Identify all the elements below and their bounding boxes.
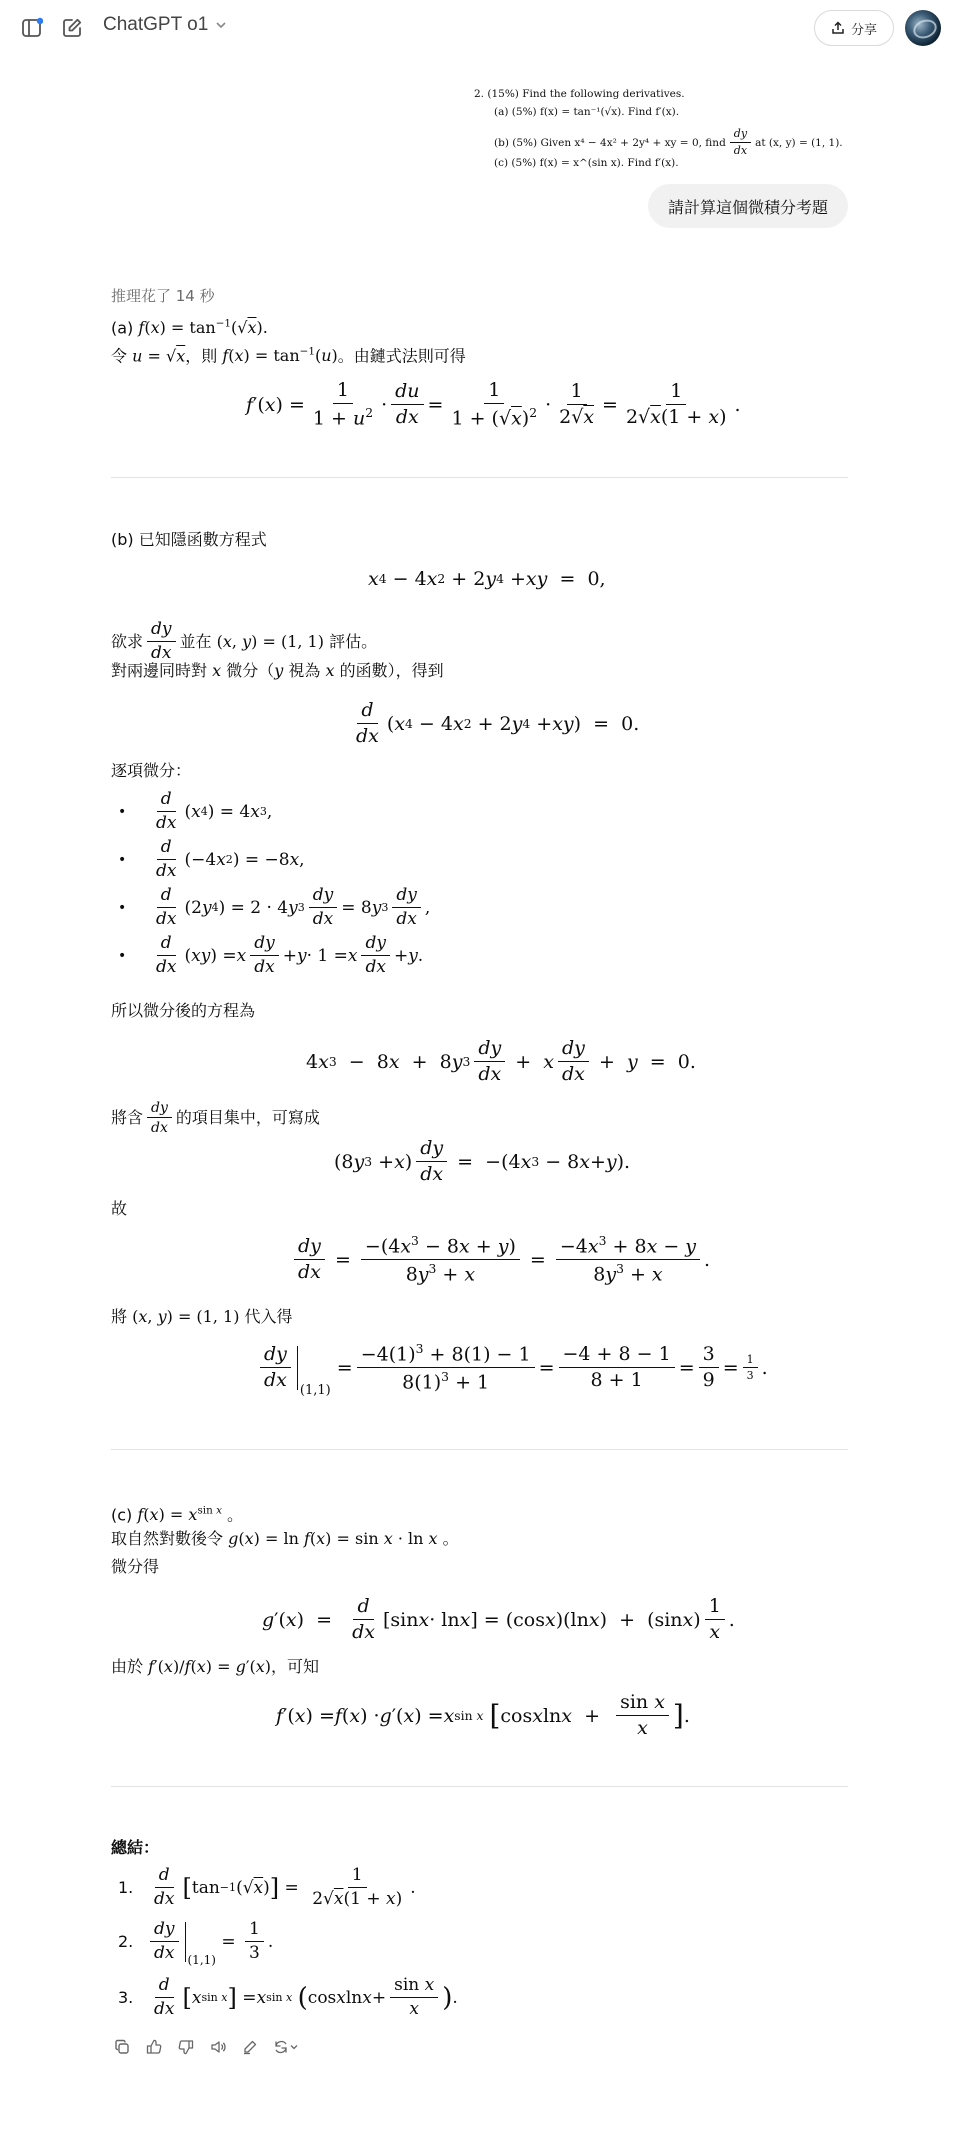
part-b-diff-both-line: 對兩邊同時對 x 微分（y 視為 x 的函數），得到 bbox=[111, 661, 444, 680]
question-part-c: (c) (5%) f(x) = x^(sin x). Find f′(x). bbox=[494, 157, 679, 169]
copy-icon[interactable] bbox=[111, 2036, 133, 2058]
share-icon bbox=[831, 21, 845, 35]
differentiated-equation: 4 x 3 − 8 x + 8 y 3 $\frac{dy}{dx}$ + x $\frac{dy}{dx}$ + y = 0. bbox=[306, 1037, 696, 1085]
new-chat-icon[interactable] bbox=[58, 14, 86, 42]
list-item: • $\frac{d}{dx}$ (2 y 4 ) = 2 · 4 y 3 $\frac{dy}{dx}$ = 8 y 3 $\frac{dy}{dx}$ , bbox=[118, 885, 431, 929]
part-c-heading-line: (c) $f(x) = x^{sin x}$ 。 bbox=[111, 1505, 244, 1525]
part-c-since-line: 由於 f′(x)/f(x) = g′(x)，可知 bbox=[111, 1657, 320, 1676]
list-item: • $\frac{d}{dx}$ ( x 4 ) = 4 x 3 , bbox=[118, 789, 273, 833]
model-selector[interactable] bbox=[103, 14, 228, 36]
part-a-derivative-equation: f ′( x ) = $\frac{1}{1 + u^2}$ · $\frac{du}{dx}$ = $\frac{1}{1 + (√x)^2}$ · $\frac{1}{2√x}$ = $\frac{1}{2√x(1 + x)}$ . bbox=[246, 379, 741, 430]
term-by-term-label: 逐項微分： bbox=[111, 761, 192, 780]
sidebar-toggle-icon[interactable] bbox=[18, 14, 46, 42]
thumbs-down-icon[interactable] bbox=[175, 2036, 197, 2058]
summary-item: 3. $\frac{d}{dx}$ [ x sin x ] = x sin x ( cos x ln x + $\frac{\text{sin x}}{x}$ ) . bbox=[118, 1975, 458, 2019]
part-c-log-line: 取自然對數後令 g(x) = ln f(x) = sin x · ln x 。 bbox=[111, 1529, 459, 1548]
dy-dx-fraction: $\frac{dy}{dx}$ bbox=[730, 128, 751, 157]
collected-equation: (8 y 3 + x ) $\frac{dy}{dx}$ = −(4 x 3 − 8 x + y ). bbox=[334, 1137, 631, 1185]
dy-dx-solution: $\frac{dy}{dx}$ = $\frac{-(4x^3 - 8x + y)}{8y^3 + x}$ = $\frac{-4x^3 + 8x - y}{8y^3 + x}$ . bbox=[290, 1234, 710, 1286]
model-name: ChatGPT o1 bbox=[103, 14, 209, 35]
thumbs-up-icon[interactable] bbox=[143, 2036, 165, 2058]
user-message-bubble: 請計算這個微積分考題 bbox=[648, 184, 848, 228]
part-a-let-line: 令 u = √x，則 $f(x) = \tan^{-1}(u)$。由鏈式法則可得 bbox=[111, 346, 466, 366]
part-c-diff-label: 微分得 bbox=[111, 1557, 160, 1576]
summary-item: 1. $\frac{d}{dx}$ [ tan −1 (√ x ) ] = $\frac{1}{2√x(1 + x)}$ . bbox=[118, 1865, 416, 1909]
list-item: • $\frac{d}{dx}$ ( xy ) = x $\frac{dy}{dx}$ + y · 1 = x $\frac{dy}{dx}$ + y . bbox=[118, 933, 424, 977]
message-actions bbox=[111, 2036, 301, 2058]
collect-terms-line: 將含 $\frac{dy}{dx}$ 的項目集中，可寫成 bbox=[111, 1100, 320, 1137]
evaluated-derivative: $\frac{dy}{dx}$ (1,1) = $\frac{-4(1)^3 + 8(1) - 1}{8(1)^3 + 1}$ = $\frac{-4 + 8 - 1}{8 + 1}$ = $\frac{3}{9}$ = $\frac{1}{3}$ . bbox=[256, 1342, 768, 1394]
therefore-label: 故 bbox=[111, 1199, 128, 1218]
divider bbox=[111, 1786, 848, 1787]
divider bbox=[111, 1449, 848, 1450]
question-part-b: (b) (5%) Given x⁴ − 4x² + 2y⁴ + xy = 0, find $\frac{dy}{dx}$ at (x, y) = (1, 1). bbox=[494, 127, 843, 157]
substitute-line: 將 (x, y) = (1, 1) 代入得 bbox=[111, 1307, 293, 1326]
part-b-intro: (b) 已知隱函數方程式 bbox=[111, 530, 267, 549]
share-label: 分享 bbox=[850, 22, 877, 38]
g-prime-equation: g ′( x ) = $\frac{d}{dx}$ [sin x · ln x ] = (cos x )(ln x ) + (sin x ) $\frac{1}{x}$ . bbox=[262, 1595, 735, 1643]
attached-question-image[interactable] bbox=[472, 84, 852, 176]
part-a-heading-line: (a) $f(x) = \tan^{-1}(√x)$. bbox=[111, 318, 268, 338]
part-b-seek-line: 欲求 $\frac{dy}{dx}$ 並在 (x, y) = (1, 1) 評估。 bbox=[111, 619, 378, 663]
summary-title: 總結： bbox=[111, 1838, 160, 1857]
question-part-a: (a) (5%) f(x) = tan⁻¹(√x). Find f′(x). bbox=[494, 106, 680, 118]
regenerate-icon[interactable] bbox=[271, 2036, 301, 2058]
f-prime-equation-c: f ′( x ) = f ( x ) · g ′( x ) = x sin x [ cos x ln x + $\frac{\text{sin x}}{x}$ ] . bbox=[276, 1691, 690, 1739]
question-line: 2. (15%) Find the following derivatives. bbox=[474, 88, 685, 100]
divider bbox=[111, 477, 848, 478]
edit-canvas-icon[interactable] bbox=[239, 2036, 261, 2058]
chevron-down-icon bbox=[214, 18, 228, 32]
reasoning-time[interactable]: 推理花了 14 秒 bbox=[111, 287, 215, 305]
so-equation-label: 所以微分後的方程為 bbox=[111, 1001, 256, 1020]
summary-item: 2. $\frac{dy}{dx}$ (1,1) = $\frac{1}{3}$ . bbox=[118, 1919, 274, 1968]
list-item: • $\frac{d}{dx}$ (−4 x 2 ) = −8 x , bbox=[118, 837, 305, 881]
read-aloud-icon[interactable] bbox=[207, 2036, 229, 2058]
differentiate-both-sides-equation: $\frac{d}{dx}$ ( x 4 − 4 x 2 + 2 y 4 + xy ) = 0. bbox=[356, 699, 640, 747]
implicit-equation: x 4 − 4 x 2 + 2 y 4 + xy = 0, bbox=[368, 568, 606, 590]
top-bar bbox=[0, 0, 958, 56]
share-button[interactable] bbox=[814, 10, 894, 46]
avatar[interactable] bbox=[905, 10, 941, 46]
